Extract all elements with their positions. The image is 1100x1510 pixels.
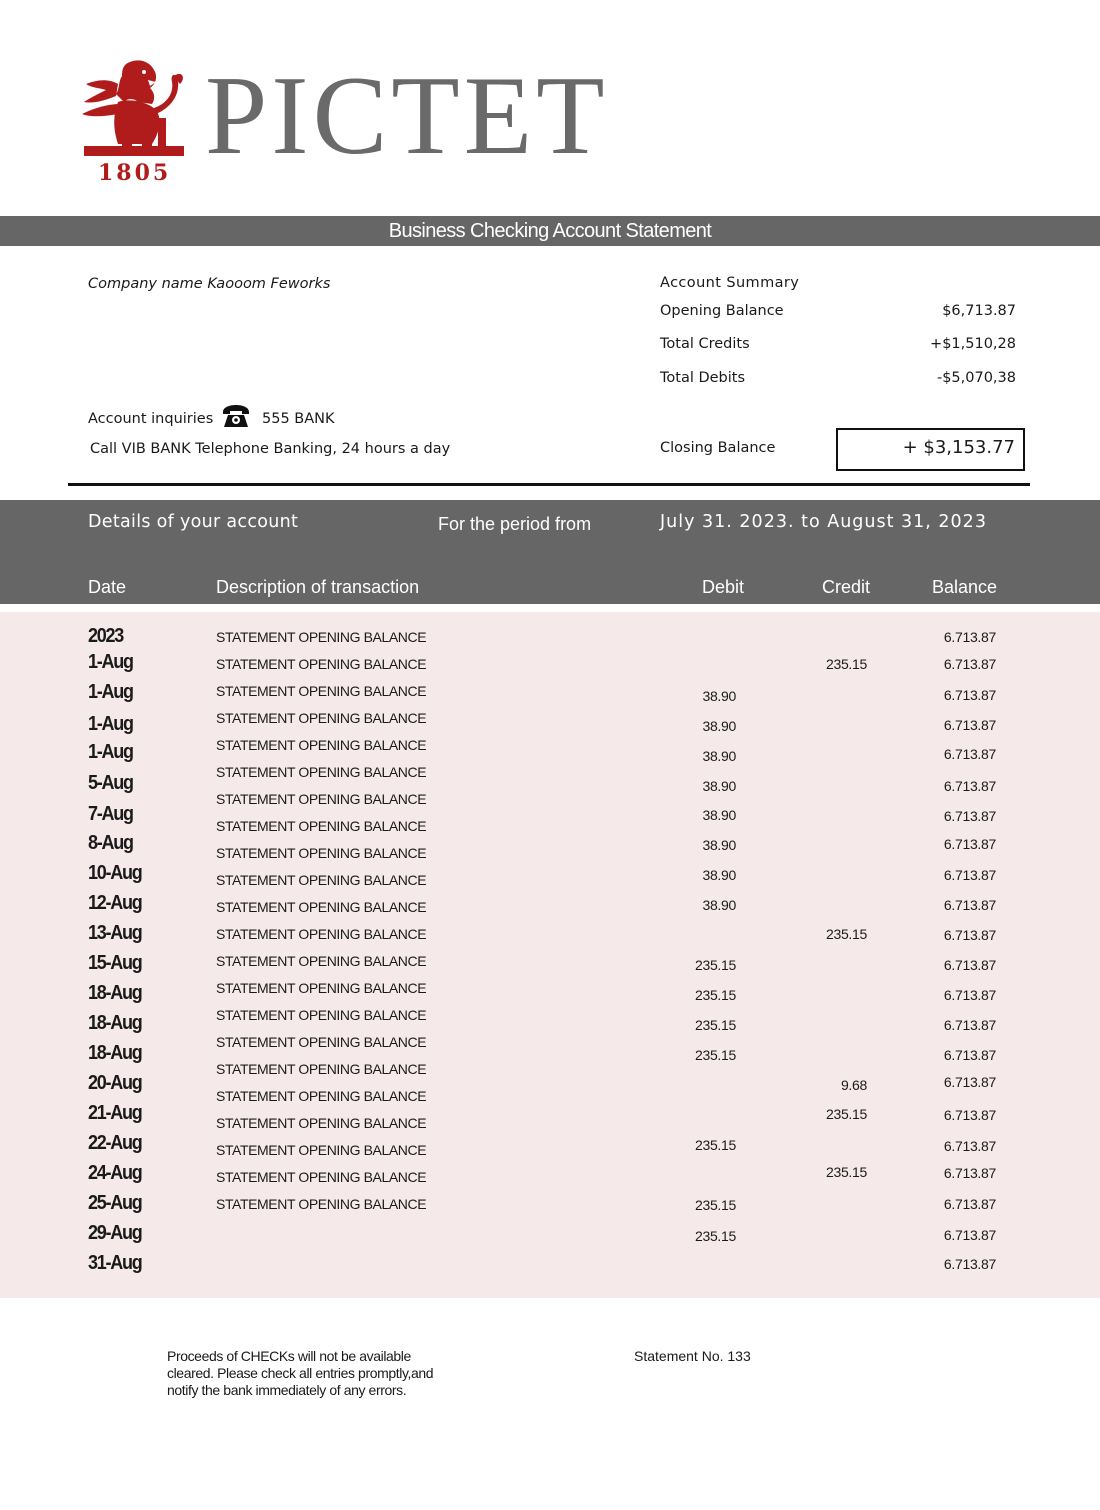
transaction-balance: 6.713.87 (943, 836, 996, 852)
transaction-description: STATEMENT OPENING BALANCE (216, 926, 427, 942)
total-credits-value: +$1,510,28 (930, 336, 1016, 352)
transaction-date: 18-Aug (88, 1012, 142, 1034)
transaction-date: 18-Aug (88, 982, 142, 1004)
transaction-date: 31-Aug (88, 1252, 142, 1274)
transaction-debit: 235.15 (694, 957, 736, 973)
column-header-credit: Credit (822, 577, 871, 597)
transaction-credit: 235.15 (825, 1106, 867, 1122)
transaction-date: 8-Aug (88, 832, 133, 854)
transaction-date: 1-Aug (88, 741, 133, 763)
footer-note-line: cleared. Please check all entries promptly,and (167, 1365, 434, 1381)
period-label: For the period from (438, 514, 592, 534)
transaction-description: STATEMENT OPENING BALANCE (216, 899, 427, 915)
total-debits-label: Total Debits (660, 370, 746, 386)
transaction-balance: 6.713.87 (943, 629, 996, 645)
transaction-description: STATEMENT OPENING BALANCE (216, 1115, 427, 1131)
transaction-balance: 6.713.87 (943, 746, 996, 762)
transaction-description: STATEMENT OPENING BALANCE (216, 818, 427, 834)
transaction-description: STATEMENT OPENING BALANCE (216, 980, 427, 996)
statement-title: Business Checking Account Statement (0, 216, 1100, 246)
transaction-debit: 235.15 (694, 1228, 736, 1244)
transaction-date: 22-Aug (88, 1132, 142, 1154)
transaction-balance: 6.713.87 (943, 778, 996, 794)
transaction-debit: 38.90 (702, 807, 736, 823)
footer-note-line: Proceeds of CHECKs will not be available (167, 1348, 411, 1364)
transaction-description: STATEMENT OPENING BALANCE (216, 1142, 427, 1158)
transaction-balance: 6.713.87 (943, 1047, 996, 1063)
transaction-credit: 235.15 (825, 656, 867, 672)
transaction-date: 25-Aug (88, 1192, 142, 1214)
transaction-balance: 6.713.87 (943, 1256, 996, 1272)
transaction-date: 20-Aug (88, 1072, 142, 1094)
transaction-balance: 6.713.87 (943, 1227, 996, 1243)
transaction-date: 29-Aug (88, 1222, 142, 1244)
transaction-credit: 235.15 (825, 926, 867, 942)
transaction-description: STATEMENT OPENING BALANCE (216, 1034, 427, 1050)
transaction-description: STATEMENT OPENING BALANCE (216, 683, 427, 699)
transaction-description: STATEMENT OPENING BALANCE (216, 1088, 427, 1104)
transaction-balance: 6.713.87 (943, 1107, 996, 1123)
transaction-debit: 235.15 (694, 1047, 736, 1063)
transaction-balance: 6.713.87 (943, 1196, 996, 1212)
transaction-description: STATEMENT OPENING BALANCE (216, 1196, 427, 1212)
transaction-date: 5-Aug (88, 772, 133, 794)
transaction-description: STATEMENT OPENING BALANCE (216, 737, 427, 753)
transaction-description: STATEMENT OPENING BALANCE (216, 872, 427, 888)
transaction-balance: 6.713.87 (943, 717, 996, 733)
footer-note (167, 1348, 467, 1399)
transaction-description: STATEMENT OPENING BALANCE (216, 1061, 427, 1077)
transaction-description: STATEMENT OPENING BALANCE (216, 845, 427, 861)
transaction-date: 1-Aug (88, 713, 133, 735)
transaction-description: STATEMENT OPENING BALANCE (216, 791, 427, 807)
column-header-description: Description of transaction (216, 577, 420, 597)
column-header-date: Date (88, 577, 127, 597)
statement-number: Statement No. 133 (634, 1348, 751, 1364)
transaction-balance: 6.713.87 (943, 927, 996, 943)
transaction-credit: 9.68 (840, 1077, 867, 1093)
transaction-date: 7-Aug (88, 803, 133, 825)
transaction-debit: 235.15 (694, 1017, 736, 1033)
logo-wordmark: PICTET (205, 54, 609, 178)
closing-balance-value: + $3,153.77 (902, 437, 1015, 458)
transaction-date: 24-Aug (88, 1162, 142, 1184)
transaction-date: 1-Aug (88, 651, 133, 673)
transaction-balance: 6.713.87 (943, 1138, 996, 1154)
transaction-balance: 6.713.87 (943, 897, 996, 913)
transaction-debit: 38.90 (702, 837, 736, 853)
column-header-balance: Balance (932, 577, 998, 597)
logo-year: 1805 (98, 160, 172, 186)
transaction-credit: 235.15 (825, 1164, 867, 1180)
transaction-balance: 6.713.87 (943, 1017, 996, 1033)
transaction-date: 13-Aug (88, 922, 142, 944)
account-summary-title: Account Summary (660, 275, 800, 291)
opening-balance-label: Opening Balance (660, 303, 784, 319)
transaction-debit: 235.15 (694, 1197, 736, 1213)
transaction-description: STATEMENT OPENING BALANCE (216, 710, 427, 726)
transaction-date: 18-Aug (88, 1042, 142, 1064)
column-header-debit: Debit (702, 577, 745, 597)
closing-balance-box (836, 428, 1025, 471)
transaction-balance: 6.713.87 (943, 687, 996, 703)
transaction-debit: 38.90 (702, 688, 736, 704)
transaction-description: STATEMENT OPENING BALANCE (216, 1169, 427, 1185)
transaction-description: STATEMENT OPENING BALANCE (216, 764, 427, 780)
transaction-debit: 38.90 (702, 897, 736, 913)
phone-number: 555 BANK (262, 411, 335, 427)
total-credits-label: Total Credits (660, 336, 750, 352)
telephone-banking-note: Call VIB BANK Telephone Banking, 24 hours a day (90, 441, 451, 457)
transaction-description: STATEMENT OPENING BALANCE (216, 953, 427, 969)
transaction-description: STATEMENT OPENING BALANCE (216, 1007, 427, 1023)
divider (68, 483, 1030, 486)
inquiries-label: Account inquiries (88, 411, 214, 427)
transaction-balance: 6.713.87 (943, 656, 996, 672)
company-name: Company name Kaooom Feworks (88, 276, 331, 292)
transaction-debit: 38.90 (702, 867, 736, 883)
transaction-debit: 38.90 (702, 748, 736, 764)
transaction-debit: 235.15 (694, 1137, 736, 1153)
details-header (0, 500, 1100, 604)
transaction-balance: 6.713.87 (943, 987, 996, 1003)
opening-balance-value: $6,713.87 (942, 303, 1016, 319)
transaction-balance: 6.713.87 (943, 957, 996, 973)
details-title: Details of your account (88, 512, 299, 532)
transaction-date: 21-Aug (88, 1102, 142, 1124)
transaction-date: 1-Aug (88, 681, 133, 703)
transactions-table (0, 612, 1100, 1298)
transaction-date: 12-Aug (88, 892, 142, 914)
transaction-description: STATEMENT OPENING BALANCE (216, 656, 427, 672)
total-debits-value: -$5,070,38 (936, 370, 1016, 386)
transaction-balance: 6.713.87 (943, 1074, 996, 1090)
transaction-balance: 6.713.87 (943, 867, 996, 883)
telephone-icon (222, 404, 250, 428)
period-value: July 31. 2023. to August 31, 2023 (660, 512, 987, 532)
transaction-date: 15-Aug (88, 952, 142, 974)
transaction-date: 2023 (88, 625, 124, 647)
transaction-debit: 235.15 (694, 987, 736, 1003)
transaction-debit: 38.90 (702, 718, 736, 734)
transaction-description: STATEMENT OPENING BALANCE (216, 629, 427, 645)
closing-balance-label: Closing Balance (660, 440, 776, 456)
transaction-balance: 6.713.87 (943, 808, 996, 824)
lion-emblem-icon (78, 58, 190, 158)
transaction-balance: 6.713.87 (943, 1165, 996, 1181)
footer-note-line: notify the bank immediately of any errors. (167, 1382, 407, 1398)
transaction-date: 10-Aug (88, 862, 142, 884)
transaction-debit: 38.90 (702, 778, 736, 794)
